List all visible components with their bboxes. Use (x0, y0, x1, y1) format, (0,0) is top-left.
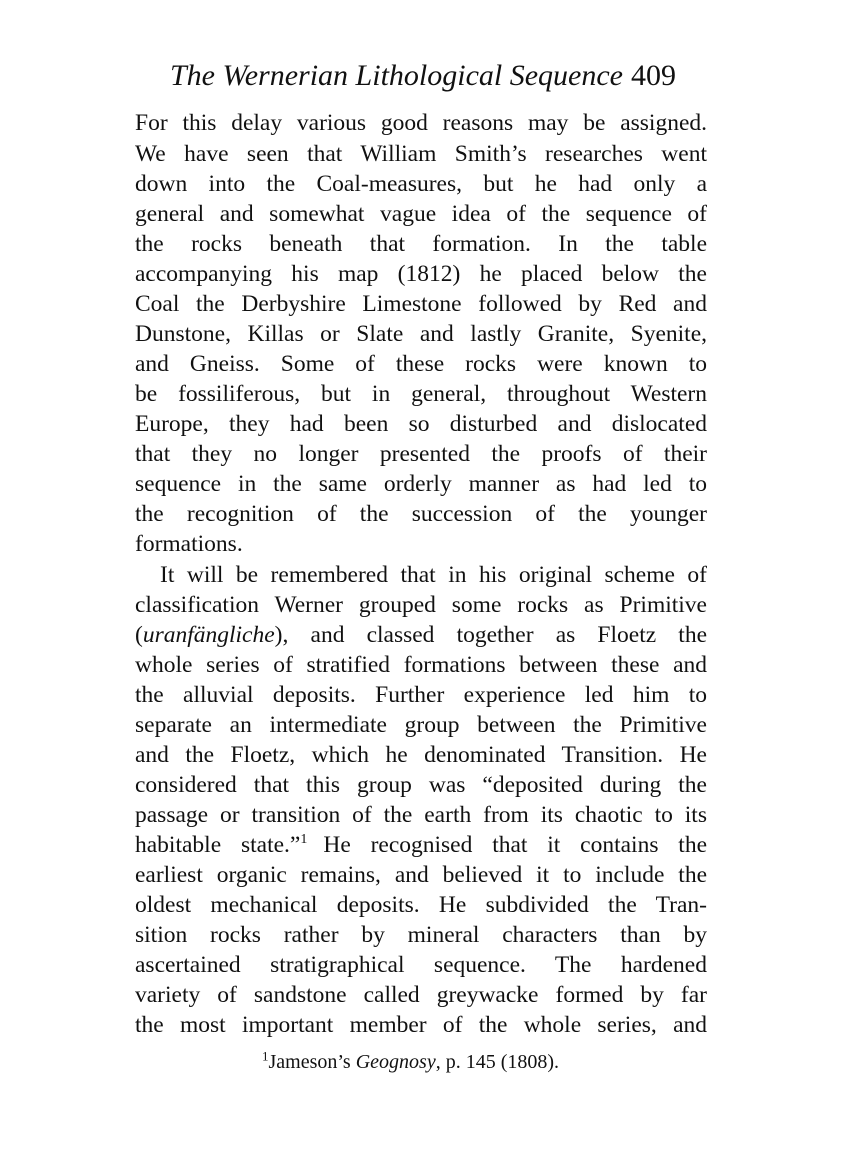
text-line: sition rocks rather by mineral characters than by (135, 922, 707, 948)
text-line: and the Floetz, which he denominated Transition. He (135, 742, 707, 768)
text-line: the most important member of the whole series, and (135, 1012, 707, 1038)
footnote-title: Geognosy (355, 1051, 436, 1073)
text-line: separate an intermediate group between the Primitive (135, 712, 707, 738)
text-line: the alluvial deposits. Further experience led him to (135, 682, 707, 708)
footnote-mark: 1 (262, 1048, 269, 1064)
text-line: that they no longer presented the proofs of their (135, 441, 707, 467)
text-line: oldest mechanical deposits. He subdivided the Tran- (135, 892, 707, 918)
footnote (262, 1048, 559, 1076)
text-line: the rocks beneath that formation. In the table (135, 231, 707, 257)
text-line: classification Werner grouped some rocks as Primitive (135, 592, 707, 618)
text-line: It will be remembered that in his original scheme of (160, 562, 707, 588)
text-line: We have seen that William Smith’s researches went (135, 141, 707, 167)
text-line: For this delay various good reasons may be assigned. (135, 110, 707, 136)
text-line: accompanying his map (1812) he placed below the (135, 261, 707, 287)
running-head (170, 56, 690, 96)
text-line: the recognition of the succession of the younger (135, 501, 707, 527)
text-line: general and somewhat vague idea of the sequence of (135, 201, 707, 227)
text-line: Dunstone, Killas or Slate and lastly Granite, Syenite, (135, 321, 707, 347)
text-line: variety of sandstone called greywacke formed by far (135, 982, 707, 1008)
text-line: whole series of stratified formations between these and (135, 652, 707, 678)
footnote-ref: 1 (300, 832, 308, 848)
paren-open: ( (135, 622, 143, 648)
text-line: passage or transition of the earth from its chaotic to its (135, 802, 707, 828)
text-line (135, 830, 707, 860)
running-title: The Wernerian Lithological Sequence (170, 59, 623, 92)
text-line: down into the Coal-measures, but he had only a (135, 171, 707, 197)
footnote-author: Jameson’s (268, 1051, 356, 1073)
italic-term: uranfängliche (142, 622, 275, 648)
text-line: formations. (135, 531, 243, 557)
line-start: habitable state.” (135, 832, 301, 858)
text-line: be fossiliferous, but in general, throughout Western (135, 381, 707, 407)
text-line: and Gneiss. Some of these rocks were known to (135, 351, 707, 377)
text-line: Coal the Derbyshire Limestone followed by Red and (135, 291, 707, 317)
text-line: considered that this group was “deposited during the (135, 772, 707, 798)
line-end: He recognised that it contains the (323, 832, 708, 858)
text-line: ascertained stratigraphical sequence. The hardened (135, 952, 707, 978)
line-remainder: ), and classed together as Floetz the (274, 622, 707, 648)
text-line: Europe, they had been so disturbed and dislocated (135, 411, 707, 437)
text-line: sequence in the same orderly manner as had led to (135, 471, 707, 497)
page-number: 409 (631, 59, 676, 92)
text-line: earliest organic remains, and believed it to include the (135, 862, 707, 888)
text-line (135, 620, 707, 650)
footnote-rest: , p. 145 (1808). (435, 1051, 560, 1073)
